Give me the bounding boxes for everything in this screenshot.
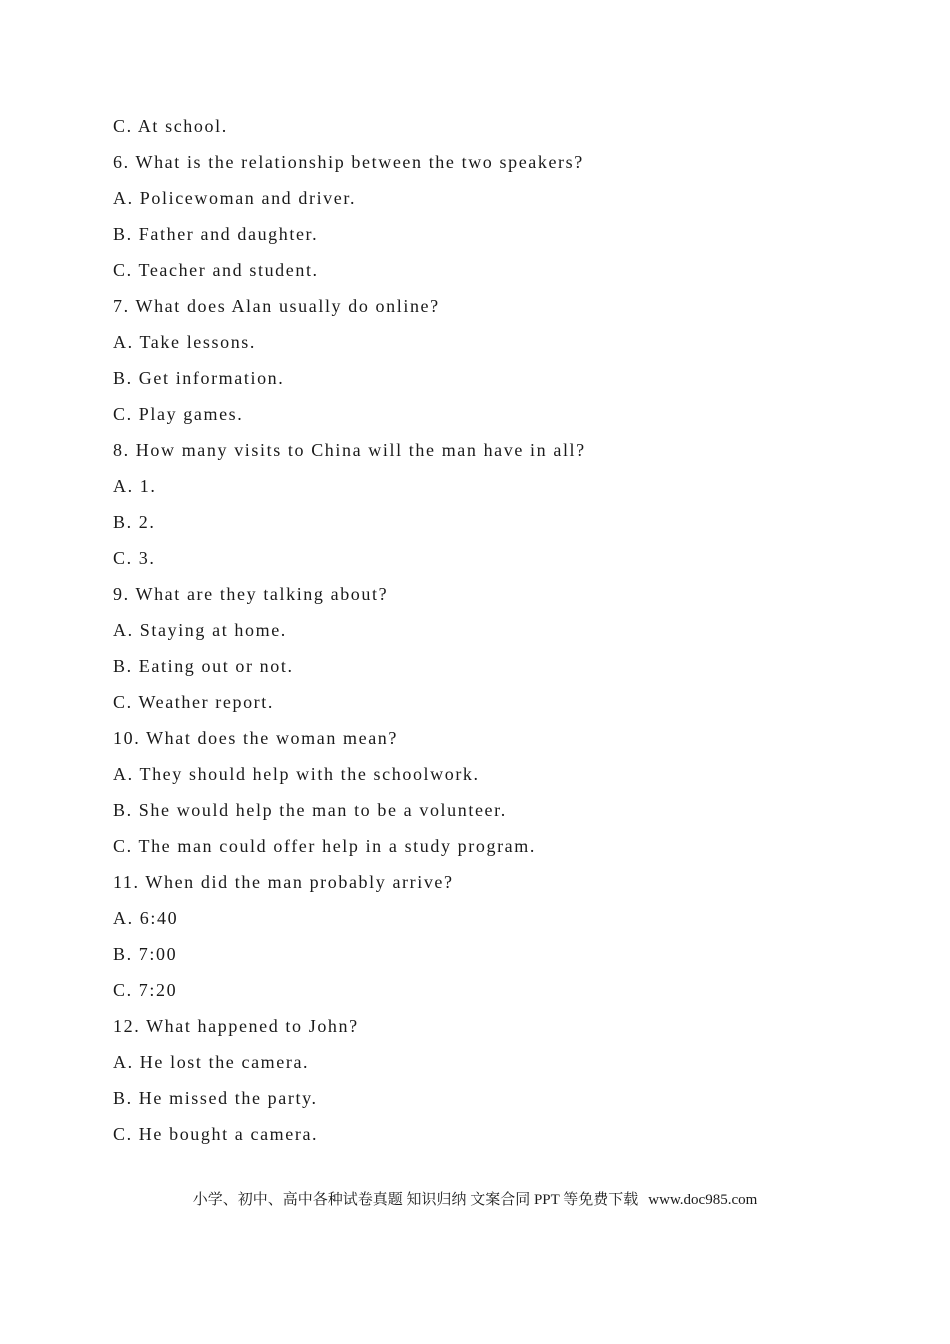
option-a-q10: A. They should help with the schoolwork.	[113, 764, 480, 784]
option-a-q11: A. 6:40	[113, 908, 179, 928]
option-b-q11: B. 7:00	[113, 944, 178, 964]
option-c-q7: C. Play games.	[113, 404, 244, 424]
question-10: 10. What does the woman mean?	[113, 728, 398, 748]
question-8: 8. How many visits to China will the man have in all?	[113, 440, 586, 460]
question-6: 6. What is the relationship between the two speakers?	[113, 152, 584, 172]
option-c-q12: C. He bought a camera.	[113, 1124, 319, 1144]
question-9: 9. What are they talking about?	[113, 584, 389, 604]
question-11: 11. When did the man probably arrive?	[113, 872, 454, 892]
option-a-q6: A. Policewoman and driver.	[113, 188, 357, 208]
option-c-q5: C. At school.	[113, 116, 228, 136]
question-12: 12. What happened to John?	[113, 1016, 359, 1036]
page-footer	[0, 1190, 950, 1210]
option-a-q12: A. He lost the camera.	[113, 1052, 310, 1072]
option-c-q9: C. Weather report.	[113, 692, 274, 712]
option-c-q6: C. Teacher and student.	[113, 260, 319, 280]
option-b-q9: B. Eating out or not.	[113, 656, 294, 676]
question-list	[113, 112, 873, 1156]
option-c-q11: C. 7:20	[113, 980, 178, 1000]
option-b-q10: B. She would help the man to be a volunteer.	[113, 800, 507, 820]
option-b-q12: B. He missed the party.	[113, 1088, 318, 1108]
footer-text: 小学、初中、高中各种试卷真题 知识归纳 文案合同 PPT 等免费下载	[192, 1192, 639, 1208]
option-b-q7: B. Get information.	[113, 368, 285, 388]
option-c-q10: C. The man could offer help in a study program.	[113, 836, 536, 856]
option-a-q8: A. 1.	[113, 476, 157, 496]
footer-site-link[interactable]: www.doc985.com	[648, 1192, 758, 1208]
option-b-q8: B. 2.	[113, 512, 156, 532]
question-7: 7. What does Alan usually do online?	[113, 296, 440, 316]
option-c-q8: C. 3.	[113, 548, 156, 568]
option-b-q6: B. Father and daughter.	[113, 224, 319, 244]
option-a-q9: A. Staying at home.	[113, 620, 287, 640]
option-a-q7: A. Take lessons.	[113, 332, 256, 352]
